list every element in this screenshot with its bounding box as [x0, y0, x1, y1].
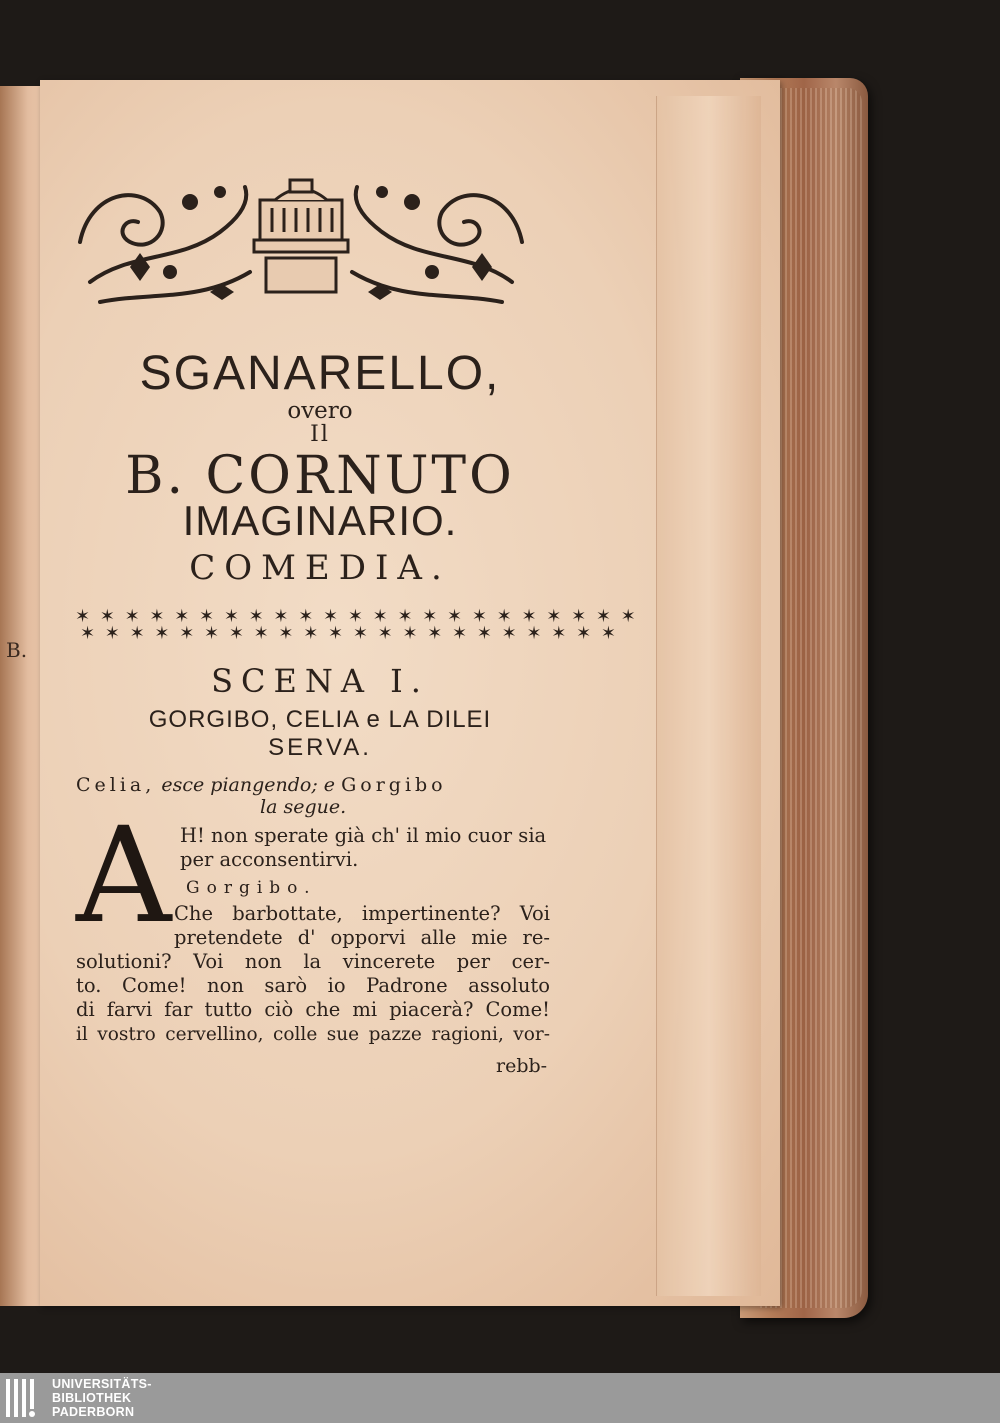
text-line: di farvi far tutto ciò che mi piacerà? Come! [76, 998, 550, 1021]
title-comedia: COMEDIA. [189, 548, 451, 588]
characters-line: SERVA. [268, 734, 372, 761]
text-line: Che barbottate, impertinente? Voi [174, 902, 550, 925]
logo-line: UNIVERSITÄTS- [52, 1377, 152, 1391]
text-line: il vostro cervellino, colle sue pazze ragioni, vor- [76, 1024, 550, 1045]
title-sganarello: SGANARELLO, [139, 347, 501, 400]
text-line: to. Come! non sarò io Padrone assoluto [76, 974, 550, 997]
speaker-name: Gorgibo. [186, 878, 317, 898]
title-imaginario: IMAGINARIO. [182, 497, 458, 544]
stage-direction [76, 774, 556, 796]
logo-line: BIBLIOTHEK [52, 1391, 132, 1405]
character-name: Gorgibo [341, 774, 447, 796]
library-logo-icon [4, 1377, 44, 1419]
drop-cap: A [76, 799, 172, 953]
stage-text: e [323, 774, 336, 796]
ornament-star-row: ✶ ✶ ✶ ✶ ✶ ✶ ✶ ✶ ✶ ✶ ✶ ✶ ✶ ✶ ✶ ✶ ✶ ✶ ✶ ✶ ✶ ✶ [80, 623, 618, 644]
title-il: Il [310, 422, 330, 447]
library-logo-text [52, 1377, 152, 1419]
page-fold [656, 96, 761, 1296]
text-line: solutioni? Voi non la vincerete per cer- [76, 950, 550, 973]
text-line: pretendete d' opporvi alle mie re- [174, 926, 550, 949]
ornament-star-row: ✶ ✶ ✶ ✶ ✶ ✶ ✶ ✶ ✶ ✶ ✶ ✶ ✶ ✶ ✶ ✶ ✶ ✶ ✶ ✶ ✶ ✶ ✶ [75, 606, 638, 627]
ornamental-headpiece [70, 172, 532, 314]
characters-line: GORGIBO, CELIA e LA DILEI [148, 706, 492, 733]
text-line: H! non sperate già ch' il mio cuor sia [180, 824, 547, 847]
title-cornuto: B. CORNUTO [125, 446, 515, 506]
text-line: per acconsentirvi. [180, 848, 359, 871]
library-footer-bar [0, 1373, 1000, 1423]
left-page-fragment-text: B. [6, 638, 28, 662]
stage-direction-continued: la segue. [260, 796, 347, 818]
catchword: rebb- [496, 1055, 548, 1077]
character-name: Celia, [76, 774, 156, 796]
scene-heading: SCENA I. [211, 662, 429, 700]
logo-line: PADERBORN [52, 1405, 135, 1419]
title-overo: overo [287, 398, 353, 424]
stage-text: esce piangendo; [161, 774, 318, 796]
